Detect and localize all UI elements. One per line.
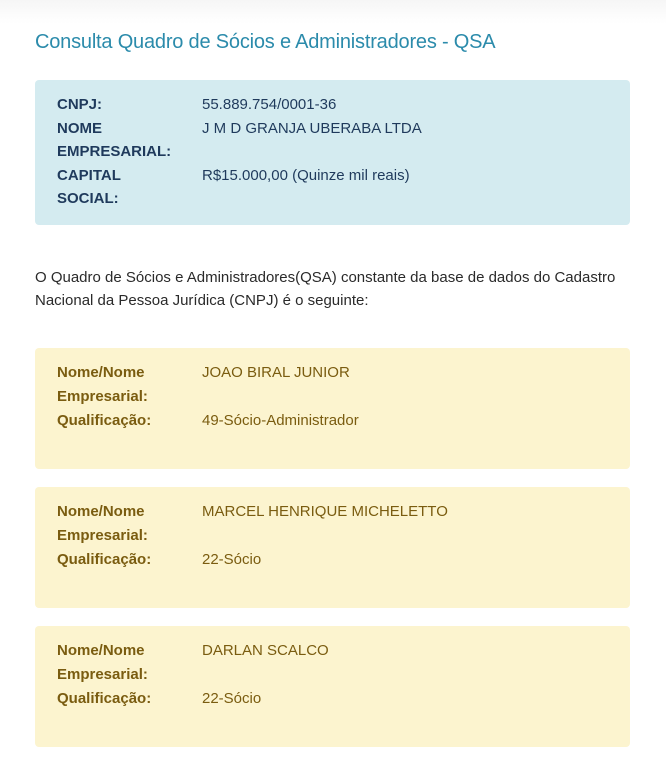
- partner-qualification-label: Qualificação:: [57, 412, 152, 429]
- capital-value: R$15.000,00 (Quinze mil reais): [202, 167, 410, 184]
- company-name-label-line2: EMPRESARIAL:: [57, 143, 172, 160]
- partner-name-label-line1: Nome/Nome: [57, 364, 145, 381]
- partner-name-value: JOAO BIRAL JUNIOR: [202, 364, 350, 381]
- partner-qualification-value: 22-Sócio: [202, 690, 262, 707]
- capital-label-line1: CAPITAL: [57, 167, 121, 184]
- cnpj-label: CNPJ:: [57, 96, 103, 113]
- page-title: Consulta Quadro de Sócios e Administradores - QSA: [35, 31, 496, 53]
- company-info-card: [35, 80, 630, 225]
- partner-name-label-line2: Empresarial:: [57, 388, 148, 405]
- company-name-label-line1: NOME: [57, 120, 102, 137]
- partner-qualification-value: 49-Sócio-Administrador: [202, 412, 359, 429]
- partner-card: [35, 626, 630, 747]
- intro-text: O Quadro de Sócios e Administradores(QSA) constante da base de dados do Cadastro Nacional da Pessoa Jurídica (CNPJ) é o seguinte:: [35, 269, 616, 309]
- partner-card: [35, 487, 630, 608]
- company-name-value: J M D GRANJA UBERABA LTDA: [202, 120, 422, 137]
- partner-qualification-value: 22-Sócio: [202, 551, 262, 568]
- cnpj-value: 55.889.754/0001-36: [202, 96, 337, 113]
- capital-label-line2: SOCIAL:: [57, 190, 119, 207]
- partner-name-label-line2: Empresarial:: [57, 527, 148, 544]
- partner-name-label-line2: Empresarial:: [57, 666, 148, 683]
- partner-qualification-label: Qualificação:: [57, 551, 152, 568]
- partner-name-value: MARCEL HENRIQUE MICHELETTO: [202, 503, 448, 520]
- partner-name-label-line1: Nome/Nome: [57, 503, 145, 520]
- partner-name-label-line1: Nome/Nome: [57, 642, 145, 659]
- partner-name-value: DARLAN SCALCO: [202, 642, 329, 659]
- partner-card: [35, 348, 630, 469]
- partner-qualification-label: Qualificação:: [57, 690, 152, 707]
